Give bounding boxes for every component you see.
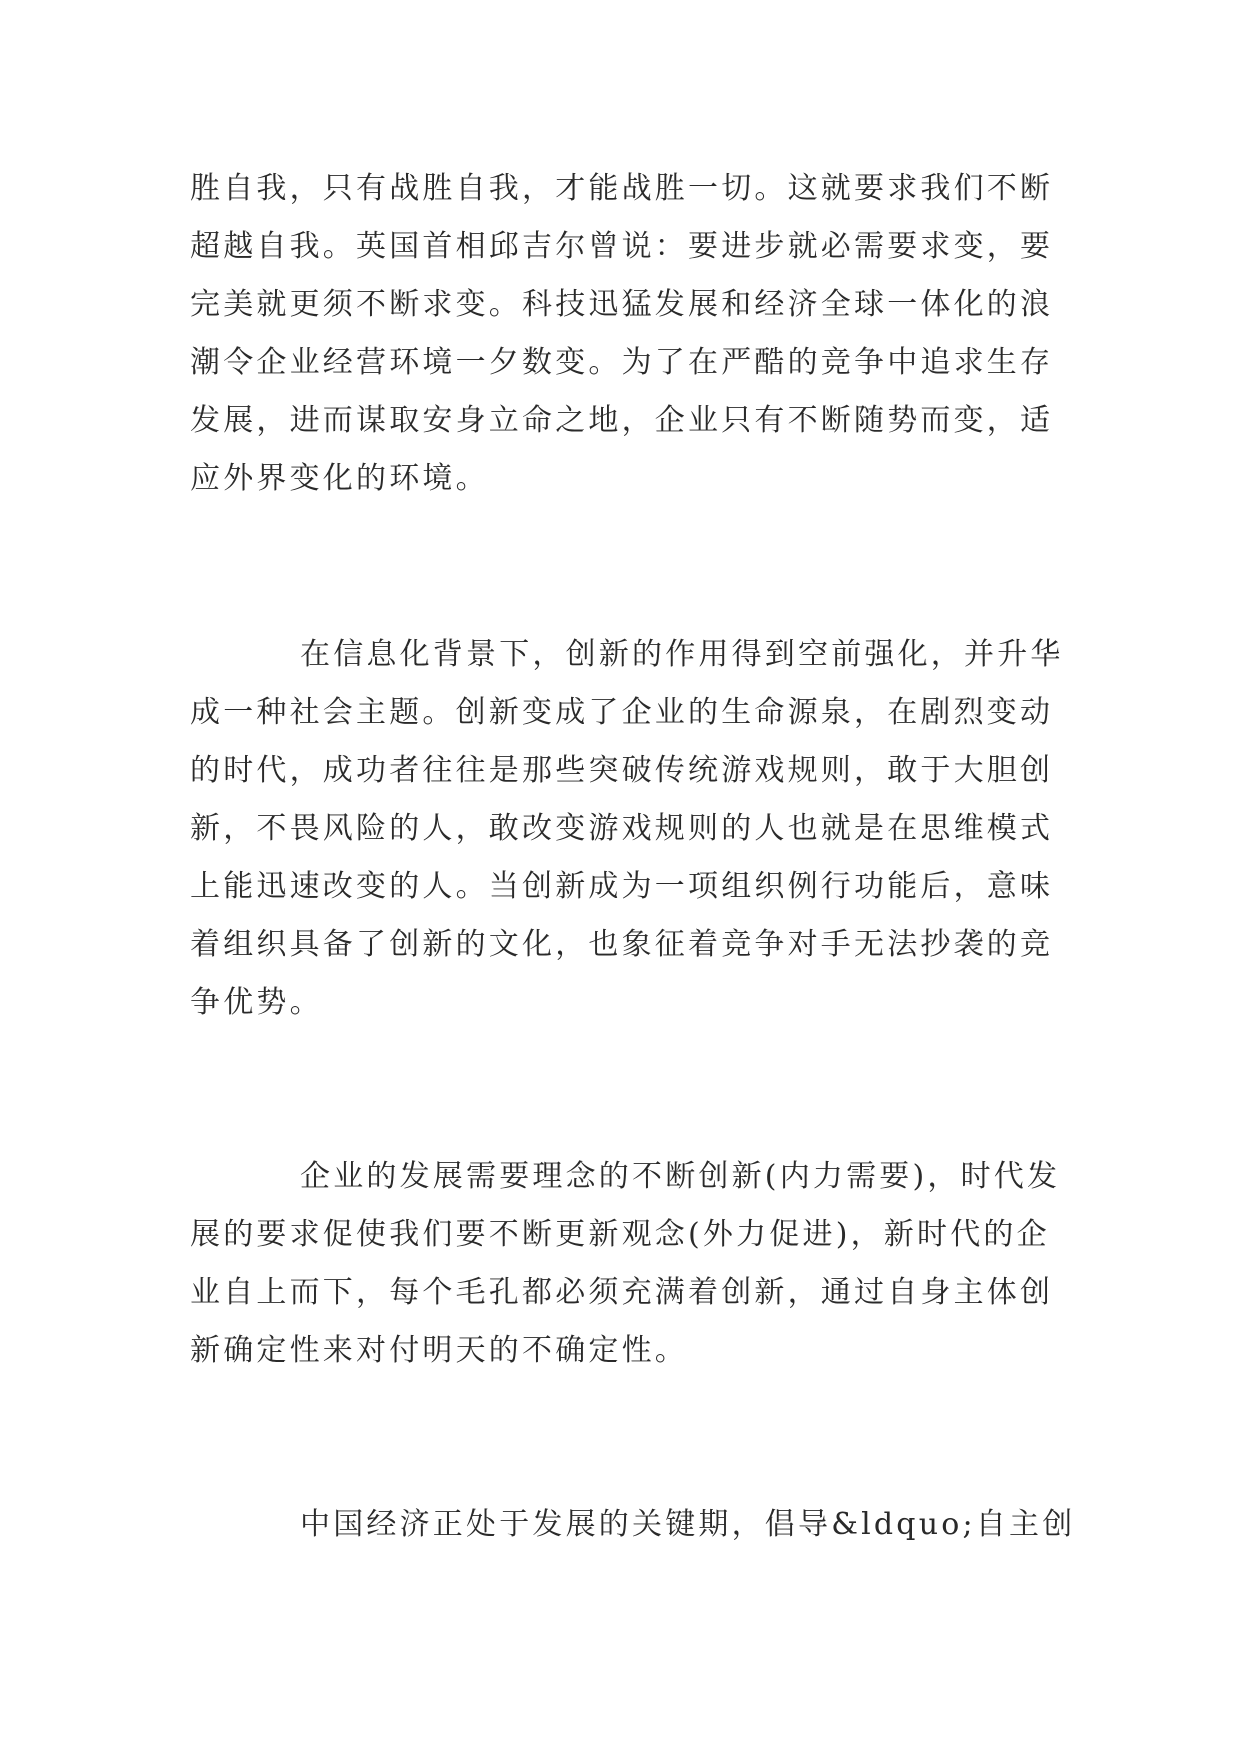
text-line: 的时代，成功者往往是那些突破传统游戏规则，敢于大胆创 — [190, 753, 1054, 788]
text-line: 上能迅速改变的人。当创新成为一项组织例行功能后，意味 — [190, 869, 1054, 904]
text-line: 企业的发展需要理念的不断创新(内力需要)，时代发 — [300, 1159, 1061, 1194]
text-line: 潮令企业经营环境一夕数变。为了在严酷的竞争中追求生存 — [190, 345, 1054, 380]
paragraph-2 — [190, 626, 1064, 1032]
paragraph-1 — [190, 160, 1054, 508]
text-line: 超越自我。英国首相邱吉尔曾说：要进步就必需要求变，要 — [190, 229, 1054, 264]
paragraph-3 — [190, 1148, 1061, 1380]
text-line: 在信息化背景下，创新的作用得到空前强化，并升华 — [300, 637, 1064, 672]
text-line: 业自上而下，每个毛孔都必须充满着创新，通过自身主体创 — [190, 1275, 1054, 1310]
text-line: 展的要求促使我们要不断更新观念(外力促进)，新时代的企 — [190, 1217, 1050, 1252]
text-line: 完美就更须不断求变。科技迅猛发展和经济全球一体化的浪 — [190, 287, 1054, 322]
text-line: 应外界变化的环境。 — [190, 461, 489, 496]
text-line: 发展，进而谋取安身立命之地，企业只有不断随势而变，适 — [190, 403, 1054, 438]
text-line: 中国经济正处于发展的关键期，倡导&ldquo;自主创 — [300, 1507, 1076, 1542]
text-line: 争优势。 — [190, 985, 323, 1020]
text-line: 新，不畏风险的人，敢改变游戏规则的人也就是在思维模式 — [190, 811, 1054, 846]
text-line: 新确定性来对付明天的不确定性。 — [190, 1333, 688, 1368]
text-line: 成一种社会主题。创新变成了企业的生命源泉，在剧烈变动 — [190, 695, 1054, 730]
text-line: 胜自我，只有战胜自我，才能战胜一切。这就要求我们不断 — [190, 171, 1054, 206]
text-line: 着组织具备了创新的文化，也象征着竞争对手无法抄袭的竞 — [190, 927, 1054, 962]
paragraph-4 — [190, 1496, 1076, 1554]
